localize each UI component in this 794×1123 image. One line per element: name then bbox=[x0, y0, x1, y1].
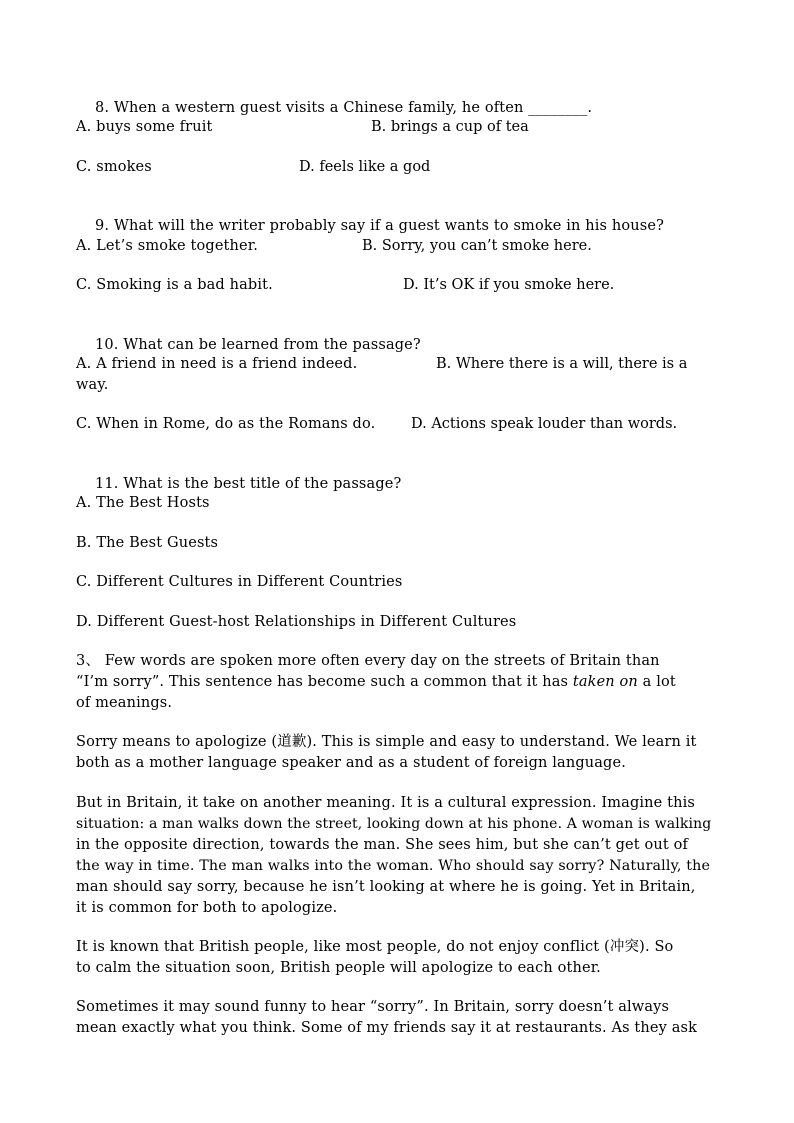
emphasized-phrase: taken on bbox=[572, 674, 638, 690]
q10-option-c: C. When in Rome, do as the Romans do. bbox=[76, 416, 376, 432]
paragraph-3-line: situation: a man walks down the street, looking down at his phone. A woman is walking bbox=[76, 816, 712, 832]
paragraph-3-line: in the opposite direction, towards the man. She sees him, but she can’t get out of bbox=[76, 837, 688, 853]
q9-option-d: D. It’s OK if you smoke here. bbox=[403, 277, 615, 293]
q9-option-a: A. Let’s smoke together. bbox=[76, 238, 258, 254]
paragraph-4-line: to calm the situation soon, British people will apologize to each other. bbox=[76, 960, 601, 976]
question-stem: What can be learned from the passage? bbox=[123, 337, 421, 353]
paragraph-3-line: man should say sorry, because he isn’t looking at where he is going. Yet in Britain, bbox=[76, 879, 696, 895]
paragraph-2-line: both as a mother language speaker and as a student of foreign language. bbox=[76, 755, 626, 771]
q8-option-a: A. buys some fruit bbox=[76, 119, 213, 135]
passage-3-line: “I’m sorry”. This sentence has become such a common that it has taken on a lot bbox=[76, 674, 676, 690]
paragraph-3-line: it is common for both to apologize. bbox=[76, 900, 338, 916]
paragraph-4-line: It is known that British people, like most people, do not enjoy conflict (冲突). So bbox=[76, 939, 674, 955]
paragraph-2-line: Sorry means to apologize (道歉). This is simple and easy to understand. We learn it bbox=[76, 734, 697, 750]
q11-option-c: C. Different Cultures in Different Countries bbox=[76, 574, 403, 590]
q8-option-d: D. feels like a god bbox=[299, 159, 431, 175]
q10-option-a: A. A friend in need is a friend indeed. bbox=[76, 356, 358, 372]
question-number: 10. bbox=[95, 337, 119, 353]
question-number: 11. bbox=[95, 476, 119, 492]
paragraph-3-line: the way in time. The man walks into the woman. Who should say sorry? Naturally, the bbox=[76, 858, 711, 874]
passage-3-heading-line: 3、 Few words are spoken more often every day on the streets of Britain than bbox=[76, 653, 660, 669]
question-number: 9. bbox=[95, 218, 110, 234]
q10-option-b-continued: way. bbox=[76, 377, 109, 393]
q9-option-b: B. Sorry, you can’t smoke here. bbox=[362, 238, 592, 254]
q8-option-c: C. smokes bbox=[76, 159, 152, 175]
question-stem: What will the writer probably say if a guest wants to smoke in his house? bbox=[113, 218, 665, 234]
paragraph-3-line: But in Britain, it take on another meaning. It is a cultural expression. Imagine this bbox=[76, 795, 696, 811]
paragraph-5-line: mean exactly what you think. Some of my friends say it at restaurants. As they ask bbox=[76, 1020, 698, 1036]
q11-option-b: B. The Best Guests bbox=[76, 535, 219, 551]
q10-option-d: D. Actions speak louder than words. bbox=[411, 416, 678, 432]
question-stem: What is the best title of the passage? bbox=[123, 476, 402, 492]
q11-option-a: A. The Best Hosts bbox=[76, 495, 210, 511]
q9-option-c: C. Smoking is a bad habit. bbox=[76, 277, 273, 293]
paragraph-5-line: Sometimes it may sound funny to hear “sorry”. In Britain, sorry doesn’t always bbox=[76, 999, 670, 1015]
q8-option-b: B. brings a cup of tea bbox=[371, 119, 529, 135]
q11-option-d: D. Different Guest-host Relationships in Different Cultures bbox=[76, 614, 517, 630]
question-stem: When a western guest visits a Chinese family, he often ________. bbox=[113, 100, 593, 116]
question-number: 8. bbox=[95, 100, 110, 116]
q10-option-b: B. Where there is a will, there is a bbox=[436, 356, 688, 372]
passage-3-line: of meanings. bbox=[76, 695, 173, 711]
